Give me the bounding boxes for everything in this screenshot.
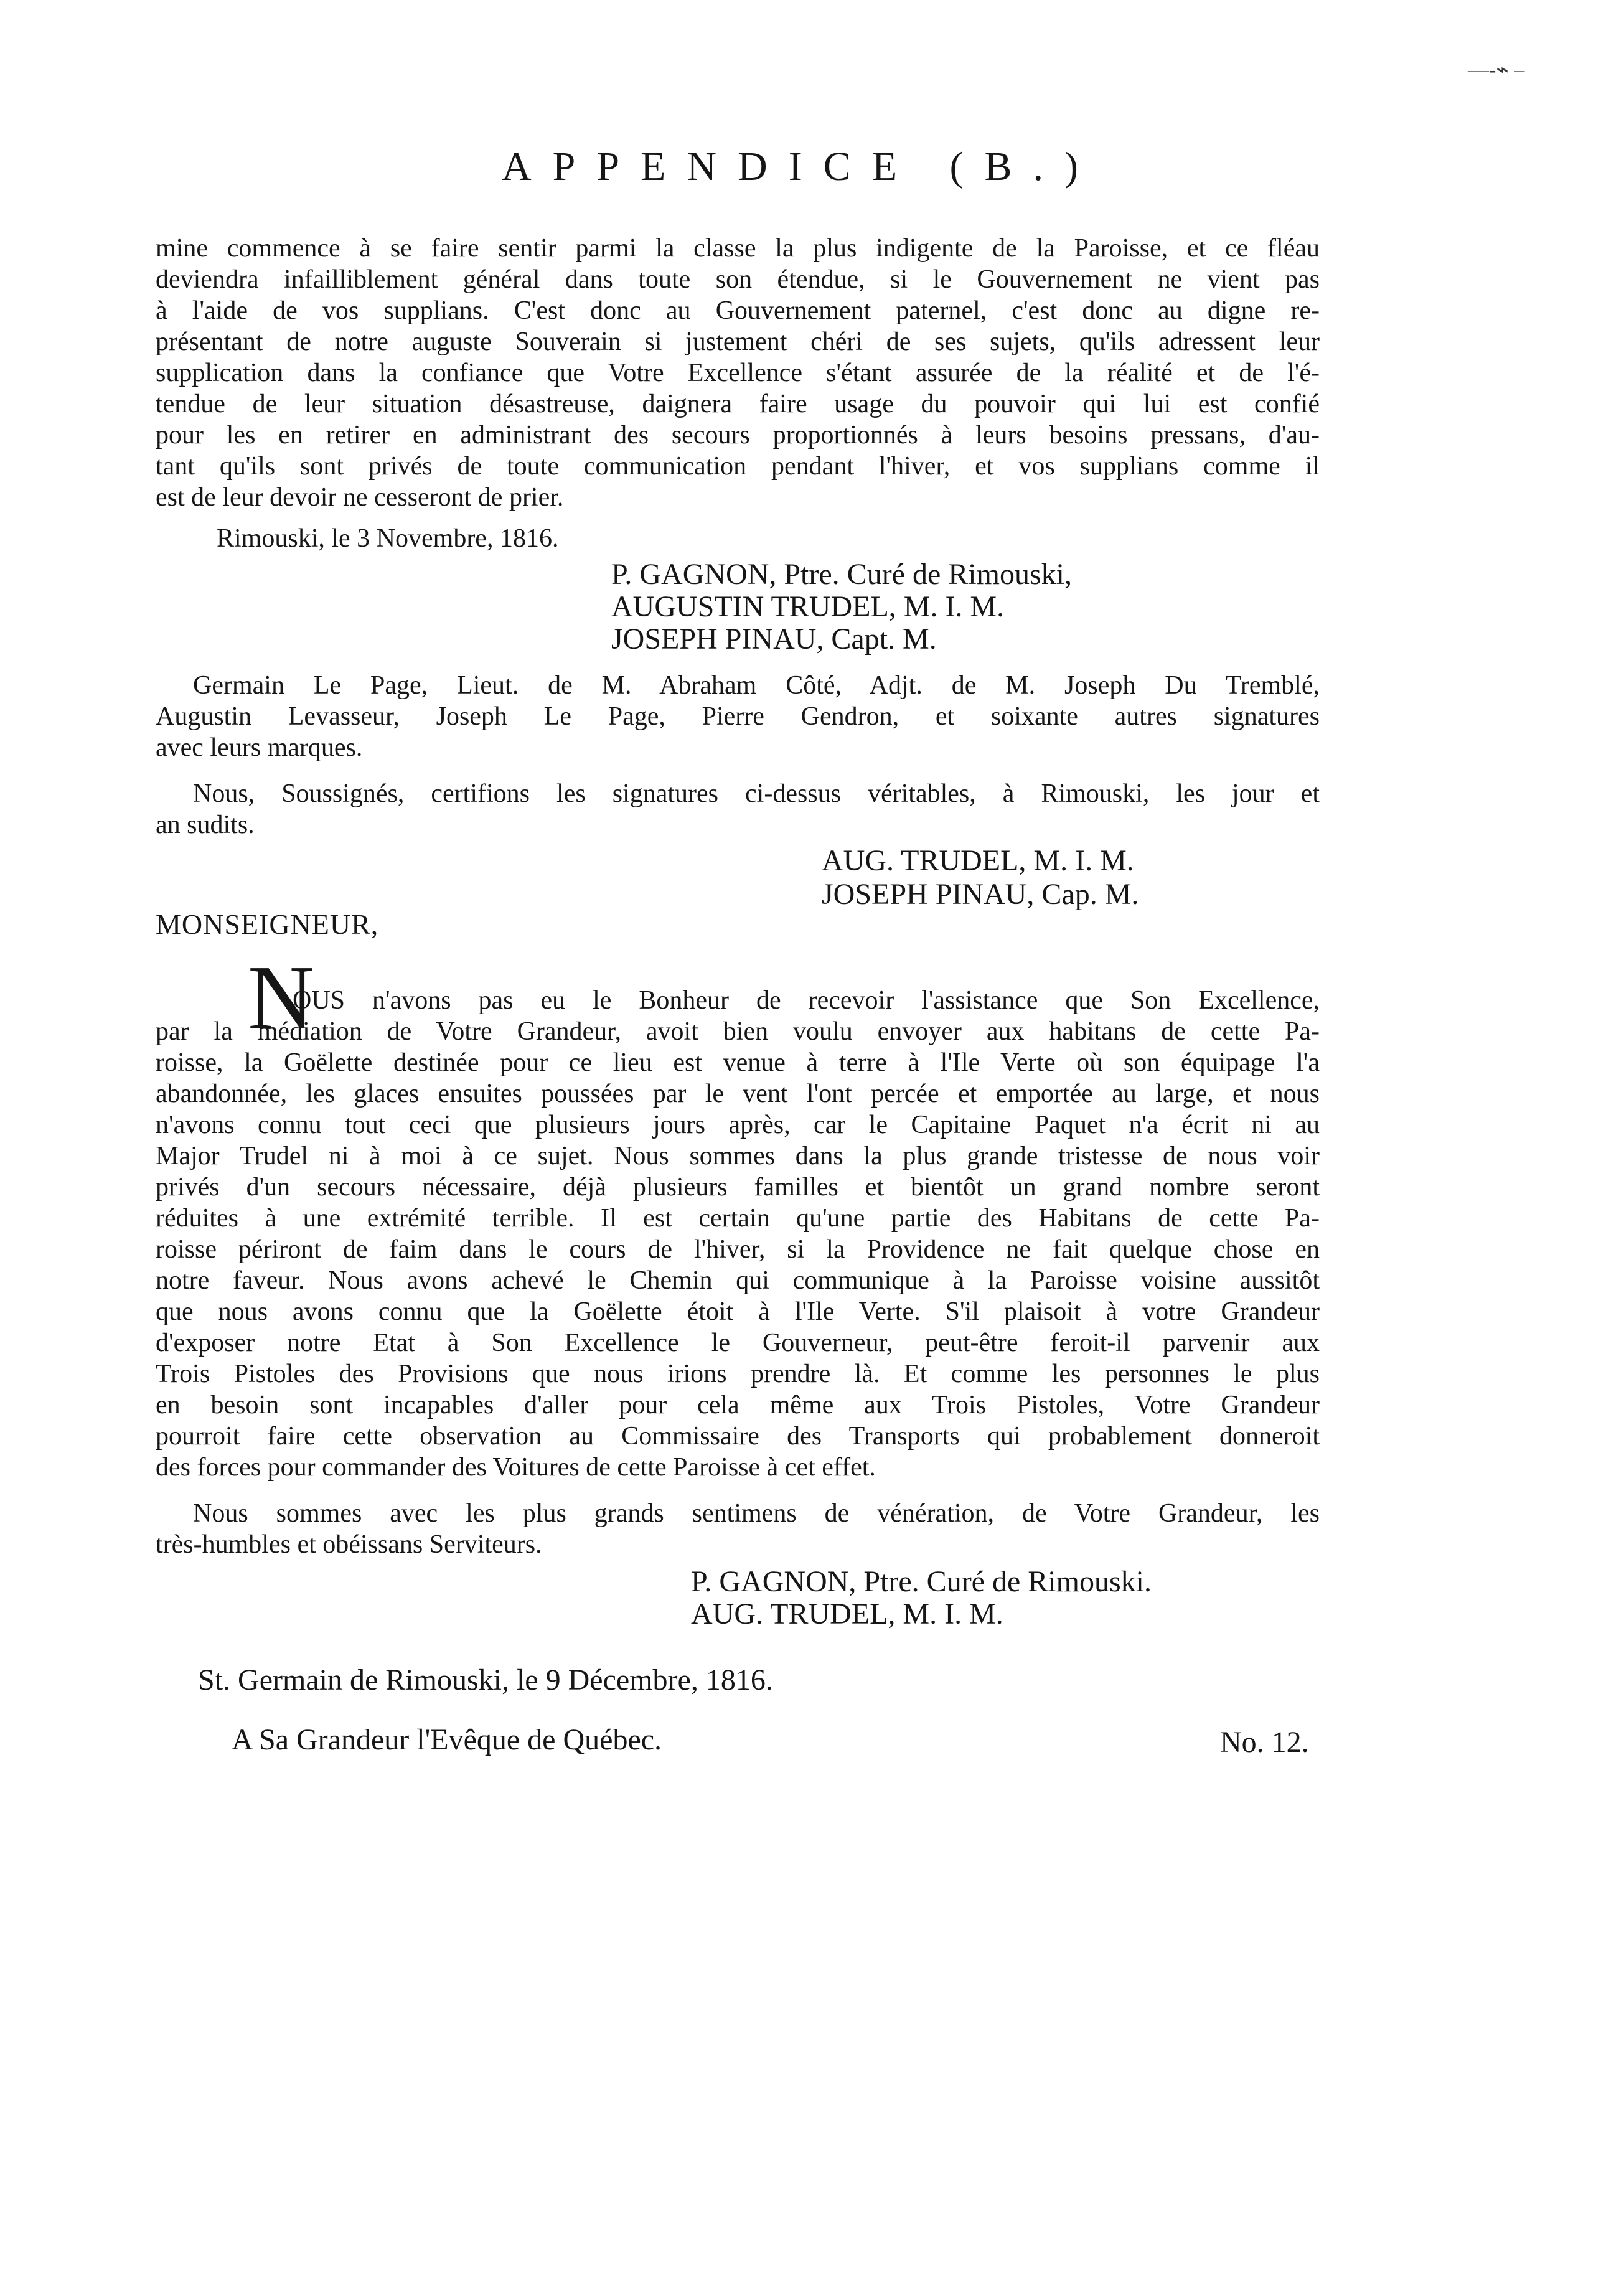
text-line: tendue de leur situation désastreuse, daignera faire usage du pouvoir qui lui est confié xyxy=(156,390,1320,418)
text-line: Nous sommes avec les plus grands sentimens de vénération, de Votre Grandeur, les xyxy=(193,1499,1320,1528)
text-line: en besoin sont incapables d'aller pour cela même aux Trois Pistoles, Votre Grandeur xyxy=(156,1391,1320,1419)
text-line: privés d'un secours nécessaire, déjà plusieurs familles et bientôt un grand nombre seront xyxy=(156,1173,1320,1202)
text-line: par la médiation de Votre Grandeur, avoit bien voulu envoyer aux habitans de cette Pa- xyxy=(156,1017,1320,1046)
page-title: APPENDICE (B.) xyxy=(501,144,1099,189)
signatory: AUGUSTIN TRUDEL, M. I. M. xyxy=(611,590,1005,623)
text-line: an sudits. xyxy=(156,811,255,839)
text-line: deviendra infailliblement général dans toute son étendue, si le Gouvernement ne vient pas xyxy=(156,265,1320,294)
text-line: Augustin Levasseur, Joseph Le Page, Pierre Gendron, et soixante autres signatures xyxy=(156,702,1320,731)
text-line: supplication dans la confiance que Votre Excellence s'étant assurée de la réalité et de l'é- xyxy=(156,359,1320,387)
text-line: pourroit faire cette observation au Commissaire des Transports qui probablement donneroit xyxy=(156,1422,1320,1451)
text-line: réduites à une extrémité terrible. Il est certain qu'une partie des Habitans de cette Pa- xyxy=(156,1204,1320,1233)
text-line: roisse, la Goëlette destinée pour ce lieu est venue à terre à l'Ile Verte où son équipage l'a xyxy=(156,1048,1320,1077)
signatory: P. GAGNON, Ptre. Curé de Rimouski, xyxy=(611,558,1072,591)
addressee: A Sa Grandeur l'Evêque de Québec. xyxy=(232,1723,662,1756)
text-line: notre faveur. Nous avons achevé le Chemin qui communique à la Paroisse voisine aussitôt xyxy=(156,1266,1320,1295)
text-line: mine commence à se faire sentir parmi la classe la plus indigente de la Paroisse, et ce fléau xyxy=(156,234,1320,263)
text-line: OUS n'avons pas eu le Bonheur de recevoir l'assistance que Son Excellence, xyxy=(293,986,1320,1015)
margin-mark: —-⌁ – xyxy=(1468,59,1525,82)
text-line: Germain Le Page, Lieut. de M. Abraham Côté, Adjt. de M. Joseph Du Tremblé, xyxy=(193,671,1320,700)
petition-place-date: Rimouski, le 3 Novembre, 1816. xyxy=(217,524,559,553)
document-number: No. 12. xyxy=(1220,1726,1309,1759)
salutation: MONSEIGNEUR, xyxy=(156,908,379,940)
text-line: avec leurs marques. xyxy=(156,733,363,762)
letter-place-date: St. Germain de Rimouski, le 9 Décembre, 1816. xyxy=(198,1663,773,1696)
text-line: tant qu'ils sont privés de toute communication pendant l'hiver, et vos supplians comme il xyxy=(156,452,1320,481)
text-line: n'avons connu tout ceci que plusieurs jours après, car le Capitaine Paquet n'a écrit ni au xyxy=(156,1111,1320,1139)
signatory: JOSEPH PINAU, Capt. M. xyxy=(611,623,937,656)
text-line: roisse périront de faim dans le cours de l'hiver, si la Providence ne fait quelque chose en xyxy=(156,1235,1320,1264)
signatory: AUG. TRUDEL, M. I. M. xyxy=(691,1597,1003,1630)
signatory: P. GAGNON, Ptre. Curé de Rimouski. xyxy=(691,1565,1152,1598)
text-line: d'exposer notre Etat à Son Excellence le Gouverneur, peut-être feroit-il parvenir aux xyxy=(156,1329,1320,1357)
text-line: très-humbles et obéissans Serviteurs. xyxy=(156,1530,542,1559)
text-line: Nous, Soussignés, certifions les signatures ci-dessus véritables, à Rimouski, les jour et xyxy=(193,779,1320,808)
text-line: que nous avons connu que la Goëlette étoit à l'Ile Verte. S'il plaisoit à votre Grandeur xyxy=(156,1297,1320,1326)
text-line: abandonnée, les glaces ensuites poussées par le vent l'ont percée et emportée au large, et nous xyxy=(156,1080,1320,1108)
text-line: Major Trudel ni à moi à ce sujet. Nous sommes dans la plus grande tristesse de nous voir xyxy=(156,1142,1320,1170)
text-line: Trois Pistoles des Provisions que nous irions prendre là. Et comme les personnes le plus xyxy=(156,1360,1320,1388)
text-line: pour les en retirer en administrant des secours proportionnés à leurs besoins pressans, d'au- xyxy=(156,421,1320,449)
drop-cap: N xyxy=(248,947,314,1049)
signatory: AUG. TRUDEL, M. I. M. xyxy=(822,844,1134,877)
signatory: JOSEPH PINAU, Cap. M. xyxy=(822,878,1139,911)
text-line: est de leur devoir ne cesseront de prier. xyxy=(156,483,564,512)
text-line: présentant de notre auguste Souverain si justement chéri de ses sujets, qu'ils adressent leur xyxy=(156,327,1320,356)
text-line: des forces pour commander des Voitures de cette Paroisse à cet effet. xyxy=(156,1453,876,1482)
text-line: à l'aide de vos supplians. C'est donc au Gouvernement paternel, c'est donc au digne re- xyxy=(156,296,1320,325)
